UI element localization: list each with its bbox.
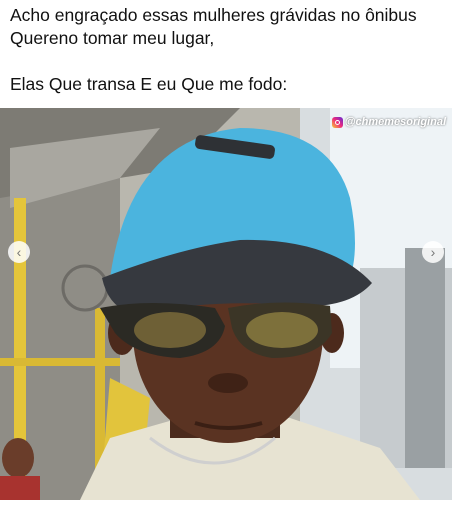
selfie-image [0, 108, 452, 500]
caption-spacer [10, 50, 446, 73]
carousel-next-button[interactable] [422, 241, 444, 263]
watermark [332, 116, 446, 128]
caption-line-2: Quereno tomar meu lugar, [10, 28, 215, 48]
bottom-border [0, 500, 452, 507]
carousel-prev-button[interactable] [8, 241, 30, 263]
caption-line-3: Elas Que transa E eu Que me fodo: [10, 74, 288, 94]
watermark-handle: @chmemesoriginal [344, 116, 446, 128]
post-photo[interactable] [0, 108, 452, 500]
caption-line-1: Acho engraçado essas mulheres grávidas no ônibus [10, 5, 417, 25]
instagram-icon [332, 117, 343, 128]
post-caption [10, 4, 446, 96]
chevron-right-icon: › [430, 244, 436, 260]
chevron-left-icon: ‹ [16, 244, 22, 260]
